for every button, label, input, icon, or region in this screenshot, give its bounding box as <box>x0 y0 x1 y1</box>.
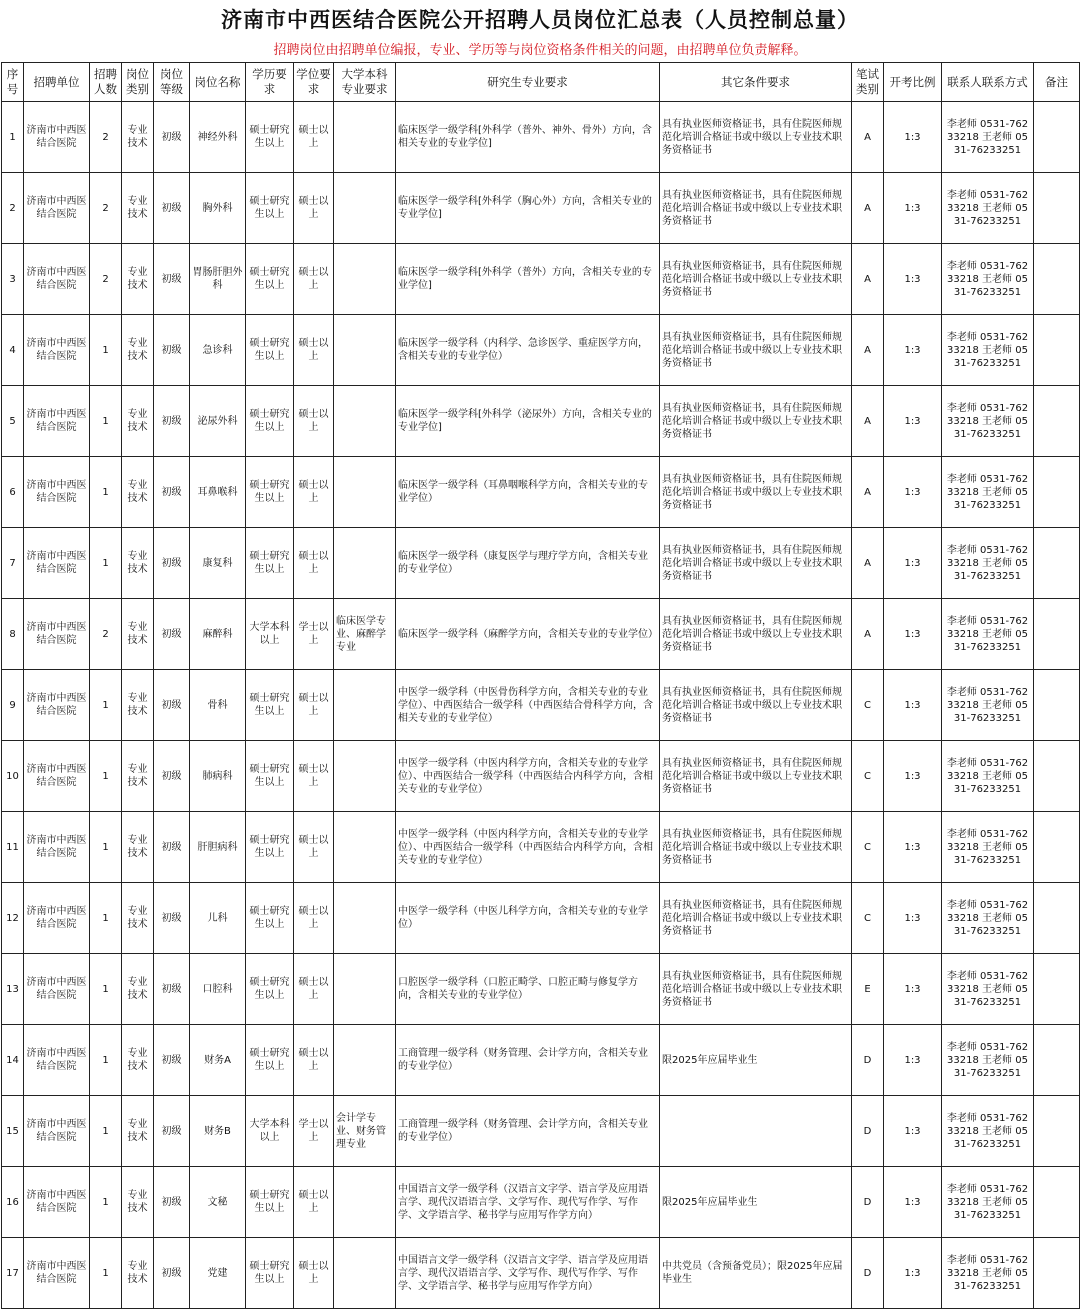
table-row <box>2 457 1080 528</box>
header-no: 序号 <box>2 63 24 102</box>
cell-education: 硕士研究生以上 <box>246 883 294 954</box>
cell-grad-major: 中医学一级学科（中医内科学方向，含相关专业的专业学位）、中西医结合一级学科（中西医结合内科学方向，含相关专业的专业学位） <box>396 741 660 812</box>
cell-degree: 硕士以上 <box>294 315 334 386</box>
cell-contact: 李老师 0531-76233218 王老师 0531-76233251 <box>942 457 1034 528</box>
header-ratio: 开考比例 <box>884 63 942 102</box>
cell-undergrad-major <box>334 741 396 812</box>
cell-degree: 硕士以上 <box>294 812 334 883</box>
table-row <box>2 599 1080 670</box>
cell-undergrad-major <box>334 883 396 954</box>
header-exam-type: 笔试类别 <box>852 63 884 102</box>
table-row <box>2 1167 1080 1238</box>
cell-post: 儿科 <box>190 883 246 954</box>
cell-exam-type: A <box>852 599 884 670</box>
cell-no: 6 <box>2 457 24 528</box>
cell-other-conditions: 具有执业医师资格证书，具有住院医师规范化培训合格证书或中级以上专业技术职务资格证书 <box>660 244 852 315</box>
cell-level: 初级 <box>154 315 190 386</box>
cell-exam-type: A <box>852 173 884 244</box>
cell-grad-major: 临床医学一级学科[外科学（胸心外）方向，含相关专业的专业学位] <box>396 173 660 244</box>
cell-degree: 硕士以上 <box>294 954 334 1025</box>
cell-other-conditions: 具有执业医师资格证书，具有住院医师规范化培训合格证书或中级以上专业技术职务资格证书 <box>660 741 852 812</box>
cell-ratio: 1:3 <box>884 812 942 883</box>
cell-degree: 硕士以上 <box>294 670 334 741</box>
cell-undergrad-major <box>334 244 396 315</box>
cell-degree: 硕士以上 <box>294 1238 334 1309</box>
cell-education: 大学本科以上 <box>246 599 294 670</box>
cell-category: 专业技术 <box>122 883 154 954</box>
cell-other-conditions: 具有执业医师资格证书，具有住院医师规范化培训合格证书或中级以上专业技术职务资格证书 <box>660 528 852 599</box>
header-contact: 联系人联系方式 <box>942 63 1034 102</box>
cell-unit: 济南市中西医结合医院 <box>24 812 90 883</box>
cell-post: 财务B <box>190 1096 246 1167</box>
cell-post: 康复科 <box>190 528 246 599</box>
cell-education: 硕士研究生以上 <box>246 1025 294 1096</box>
cell-count: 2 <box>90 244 122 315</box>
cell-exam-type: D <box>852 1238 884 1309</box>
cell-other-conditions: 具有执业医师资格证书，具有住院医师规范化培训合格证书或中级以上专业技术职务资格证书 <box>660 954 852 1025</box>
table-row <box>2 883 1080 954</box>
cell-grad-major: 临床医学一级学科[外科学（泌尿外）方向，含相关专业的专业学位] <box>396 386 660 457</box>
table-row <box>2 1238 1080 1309</box>
cell-category: 专业技术 <box>122 386 154 457</box>
cell-level: 初级 <box>154 1096 190 1167</box>
cell-count: 1 <box>90 315 122 386</box>
cell-unit: 济南市中西医结合医院 <box>24 315 90 386</box>
cell-contact: 李老师 0531-76233218 王老师 0531-76233251 <box>942 102 1034 173</box>
notice-text: 招聘岗位由招聘单位编报，专业、学历等与岗位资格条件相关的问题，由招聘单位负责解释。 <box>273 43 807 58</box>
cell-ratio: 1:3 <box>884 1025 942 1096</box>
cell-no: 2 <box>2 173 24 244</box>
page-title: 济南市中西医结合医院公开招聘人员岗位汇总表（人员控制总量） <box>221 8 859 32</box>
cell-other-conditions: 具有执业医师资格证书，具有住院医师规范化培训合格证书或中级以上专业技术职务资格证书 <box>660 670 852 741</box>
cell-count: 1 <box>90 812 122 883</box>
cell-count: 1 <box>90 883 122 954</box>
cell-unit: 济南市中西医结合医院 <box>24 954 90 1025</box>
cell-ratio: 1:3 <box>884 954 942 1025</box>
cell-undergrad-major <box>334 173 396 244</box>
cell-exam-type: A <box>852 315 884 386</box>
cell-no: 15 <box>2 1096 24 1167</box>
cell-undergrad-major <box>334 457 396 528</box>
cell-unit: 济南市中西医结合医院 <box>24 599 90 670</box>
cell-category: 专业技术 <box>122 1096 154 1167</box>
cell-post: 文秘 <box>190 1167 246 1238</box>
cell-contact: 李老师 0531-76233218 王老师 0531-76233251 <box>942 954 1034 1025</box>
cell-count: 1 <box>90 528 122 599</box>
cell-unit: 济南市中西医结合医院 <box>24 457 90 528</box>
cell-undergrad-major <box>334 670 396 741</box>
cell-unit: 济南市中西医结合医院 <box>24 386 90 457</box>
cell-remark <box>1034 1238 1080 1309</box>
cell-no: 8 <box>2 599 24 670</box>
cell-unit: 济南市中西医结合医院 <box>24 102 90 173</box>
cell-count: 2 <box>90 102 122 173</box>
cell-remark <box>1034 386 1080 457</box>
cell-category: 专业技术 <box>122 812 154 883</box>
cell-grad-major: 临床医学一级学科（耳鼻咽喉科学方向，含相关专业的专业学位） <box>396 457 660 528</box>
cell-contact: 李老师 0531-76233218 王老师 0531-76233251 <box>942 741 1034 812</box>
cell-category: 专业技术 <box>122 670 154 741</box>
cell-grad-major: 工商管理一级学科（财务管理、会计学方向，含相关专业的专业学位） <box>396 1025 660 1096</box>
cell-grad-major: 临床医学一级学科（内科学、急诊医学、重症医学方向，含相关专业的专业学位） <box>396 315 660 386</box>
cell-category: 专业技术 <box>122 599 154 670</box>
table-row <box>2 173 1080 244</box>
cell-grad-major: 中医学一级学科（中医儿科学方向，含相关专业的专业学位） <box>396 883 660 954</box>
cell-count: 1 <box>90 386 122 457</box>
cell-unit: 济南市中西医结合医院 <box>24 1167 90 1238</box>
recruitment-table <box>1 62 1080 1309</box>
cell-no: 4 <box>2 315 24 386</box>
cell-count: 1 <box>90 670 122 741</box>
cell-contact: 李老师 0531-76233218 王老师 0531-76233251 <box>942 1096 1034 1167</box>
cell-exam-type: A <box>852 386 884 457</box>
cell-ratio: 1:3 <box>884 528 942 599</box>
cell-ratio: 1:3 <box>884 1238 942 1309</box>
cell-grad-major: 中国语言文学一级学科（汉语言文字学、语言学及应用语言学、现代汉语语言学、文学写作、现代写作学、写作学、文学语言学、秘书学与应用写作学方向） <box>396 1167 660 1238</box>
cell-contact: 李老师 0531-76233218 王老师 0531-76233251 <box>942 812 1034 883</box>
cell-degree: 硕士以上 <box>294 1167 334 1238</box>
cell-unit: 济南市中西医结合医院 <box>24 883 90 954</box>
cell-level: 初级 <box>154 1238 190 1309</box>
cell-unit: 济南市中西医结合医院 <box>24 244 90 315</box>
cell-degree: 硕士以上 <box>294 173 334 244</box>
cell-post: 泌尿外科 <box>190 386 246 457</box>
cell-education: 硕士研究生以上 <box>246 457 294 528</box>
header-post: 岗位名称 <box>190 63 246 102</box>
cell-count: 1 <box>90 457 122 528</box>
cell-level: 初级 <box>154 102 190 173</box>
cell-contact: 李老师 0531-76233218 王老师 0531-76233251 <box>942 1025 1034 1096</box>
cell-remark <box>1034 954 1080 1025</box>
cell-other-conditions: 限2025年应届毕业生 <box>660 1025 852 1096</box>
cell-no: 3 <box>2 244 24 315</box>
cell-unit: 济南市中西医结合医院 <box>24 1025 90 1096</box>
cell-grad-major: 中国语言文学一级学科（汉语言文字学、语言学及应用语言学、现代汉语语言学、文学写作、现代写作学、写作学、文学语言学、秘书学与应用写作学方向） <box>396 1238 660 1309</box>
cell-count: 1 <box>90 1167 122 1238</box>
cell-level: 初级 <box>154 244 190 315</box>
cell-remark <box>1034 1167 1080 1238</box>
cell-contact: 李老师 0531-76233218 王老师 0531-76233251 <box>942 386 1034 457</box>
cell-exam-type: C <box>852 670 884 741</box>
cell-remark <box>1034 670 1080 741</box>
header-grad-major: 研究生专业要求 <box>396 63 660 102</box>
cell-undergrad-major <box>334 102 396 173</box>
table-row <box>2 741 1080 812</box>
cell-unit: 济南市中西医结合医院 <box>24 528 90 599</box>
cell-degree: 硕士以上 <box>294 386 334 457</box>
cell-no: 7 <box>2 528 24 599</box>
cell-remark <box>1034 1025 1080 1096</box>
table-body <box>2 102 1080 1309</box>
table-header <box>2 63 1080 102</box>
cell-category: 专业技术 <box>122 1238 154 1309</box>
cell-other-conditions: 具有执业医师资格证书，具有住院医师规范化培训合格证书或中级以上专业技术职务资格证书 <box>660 883 852 954</box>
cell-education: 硕士研究生以上 <box>246 741 294 812</box>
cell-degree: 硕士以上 <box>294 741 334 812</box>
cell-grad-major: 临床医学一级学科（麻醉学方向，含相关专业的专业学位） <box>396 599 660 670</box>
cell-degree: 学士以上 <box>294 599 334 670</box>
cell-no: 9 <box>2 670 24 741</box>
cell-category: 专业技术 <box>122 102 154 173</box>
cell-education: 硕士研究生以上 <box>246 954 294 1025</box>
cell-level: 初级 <box>154 386 190 457</box>
cell-grad-major: 工商管理一级学科（财务管理、会计学方向，含相关专业的专业学位） <box>396 1096 660 1167</box>
cell-other-conditions: 具有执业医师资格证书，具有住院医师规范化培训合格证书或中级以上专业技术职务资格证书 <box>660 386 852 457</box>
cell-other-conditions: 具有执业医师资格证书，具有住院医师规范化培训合格证书或中级以上专业技术职务资格证书 <box>660 599 852 670</box>
cell-education: 硕士研究生以上 <box>246 244 294 315</box>
cell-grad-major: 口腔医学一级学科（口腔正畸学、口腔正畸与修复学方向，含相关专业的专业学位） <box>396 954 660 1025</box>
cell-grad-major: 临床医学一级学科（康复医学与理疗学方向，含相关专业的专业学位） <box>396 528 660 599</box>
cell-ratio: 1:3 <box>884 670 942 741</box>
cell-remark <box>1034 883 1080 954</box>
cell-degree: 学士以上 <box>294 1096 334 1167</box>
cell-degree: 硕士以上 <box>294 1025 334 1096</box>
table-row <box>2 102 1080 173</box>
cell-level: 初级 <box>154 883 190 954</box>
cell-count: 2 <box>90 599 122 670</box>
cell-level: 初级 <box>154 741 190 812</box>
cell-exam-type: E <box>852 954 884 1025</box>
cell-ratio: 1:3 <box>884 883 942 954</box>
cell-no: 11 <box>2 812 24 883</box>
cell-undergrad-major <box>334 1025 396 1096</box>
cell-degree: 硕士以上 <box>294 102 334 173</box>
cell-other-conditions <box>660 1096 852 1167</box>
cell-undergrad-major <box>334 315 396 386</box>
cell-level: 初级 <box>154 599 190 670</box>
cell-contact: 李老师 0531-76233218 王老师 0531-76233251 <box>942 244 1034 315</box>
header-category: 岗位类别 <box>122 63 154 102</box>
cell-level: 初级 <box>154 1167 190 1238</box>
cell-undergrad-major <box>334 954 396 1025</box>
cell-category: 专业技术 <box>122 741 154 812</box>
cell-remark <box>1034 741 1080 812</box>
table-row <box>2 315 1080 386</box>
cell-grad-major: 中医学一级学科（中医骨伤科学方向，含相关专业的专业学位）、中西医结合一级学科（中西医结合骨科学方向，含相关专业的专业学位） <box>396 670 660 741</box>
cell-other-conditions: 具有执业医师资格证书，具有住院医师规范化培训合格证书或中级以上专业技术职务资格证书 <box>660 315 852 386</box>
cell-education: 硕士研究生以上 <box>246 1167 294 1238</box>
cell-remark <box>1034 1096 1080 1167</box>
cell-level: 初级 <box>154 1025 190 1096</box>
table-row <box>2 812 1080 883</box>
cell-other-conditions: 具有执业医师资格证书，具有住院医师规范化培训合格证书或中级以上专业技术职务资格证书 <box>660 812 852 883</box>
cell-category: 专业技术 <box>122 528 154 599</box>
cell-exam-type: C <box>852 741 884 812</box>
cell-other-conditions: 限2025年应届毕业生 <box>660 1167 852 1238</box>
cell-ratio: 1:3 <box>884 1167 942 1238</box>
cell-degree: 硕士以上 <box>294 244 334 315</box>
cell-contact: 李老师 0531-76233218 王老师 0531-76233251 <box>942 599 1034 670</box>
cell-remark <box>1034 599 1080 670</box>
table-row <box>2 670 1080 741</box>
cell-other-conditions: 具有执业医师资格证书，具有住院医师规范化培训合格证书或中级以上专业技术职务资格证书 <box>660 102 852 173</box>
cell-count: 1 <box>90 954 122 1025</box>
cell-remark <box>1034 173 1080 244</box>
table-row <box>2 386 1080 457</box>
cell-category: 专业技术 <box>122 954 154 1025</box>
cell-post: 口腔科 <box>190 954 246 1025</box>
cell-no: 1 <box>2 102 24 173</box>
header-other-conditions: 其它条件要求 <box>660 63 852 102</box>
cell-remark <box>1034 244 1080 315</box>
cell-exam-type: A <box>852 528 884 599</box>
cell-count: 1 <box>90 1096 122 1167</box>
cell-level: 初级 <box>154 173 190 244</box>
cell-ratio: 1:3 <box>884 457 942 528</box>
cell-post: 胃肠肝胆外科 <box>190 244 246 315</box>
header-unit: 招聘单位 <box>24 63 90 102</box>
cell-grad-major: 临床医学一级学科[外科学（普外、神外、骨外）方向，含相关专业的专业学位] <box>396 102 660 173</box>
cell-grad-major: 中医学一级学科（中医内科学方向，含相关专业的专业学位）、中西医结合一级学科（中西医结合内科学方向，含相关专业的专业学位） <box>396 812 660 883</box>
header-row <box>2 63 1080 102</box>
table-row <box>2 954 1080 1025</box>
cell-category: 专业技术 <box>122 173 154 244</box>
cell-undergrad-major <box>334 812 396 883</box>
cell-post: 胸外科 <box>190 173 246 244</box>
cell-undergrad-major: 临床医学专业、麻醉学专业 <box>334 599 396 670</box>
cell-post: 肝胆病科 <box>190 812 246 883</box>
cell-grad-major: 临床医学一级学科[外科学（普外）方向，含相关专业的专业学位] <box>396 244 660 315</box>
cell-exam-type: D <box>852 1096 884 1167</box>
cell-category: 专业技术 <box>122 1167 154 1238</box>
cell-undergrad-major <box>334 528 396 599</box>
cell-no: 10 <box>2 741 24 812</box>
cell-category: 专业技术 <box>122 457 154 528</box>
cell-exam-type: D <box>852 1167 884 1238</box>
cell-unit: 济南市中西医结合医院 <box>24 1238 90 1309</box>
cell-count: 2 <box>90 173 122 244</box>
cell-level: 初级 <box>154 457 190 528</box>
cell-contact: 李老师 0531-76233218 王老师 0531-76233251 <box>942 1238 1034 1309</box>
table-row <box>2 528 1080 599</box>
cell-no: 13 <box>2 954 24 1025</box>
cell-category: 专业技术 <box>122 244 154 315</box>
cell-exam-type: A <box>852 244 884 315</box>
cell-unit: 济南市中西医结合医院 <box>24 1096 90 1167</box>
header-undergrad-major: 大学本科专业要求 <box>334 63 396 102</box>
cell-undergrad-major: 会计学专业、财务管理专业 <box>334 1096 396 1167</box>
cell-ratio: 1:3 <box>884 741 942 812</box>
cell-other-conditions: 中共党员（含预备党员）；限2025年应届毕业生 <box>660 1238 852 1309</box>
cell-level: 初级 <box>154 954 190 1025</box>
cell-post: 骨科 <box>190 670 246 741</box>
cell-level: 初级 <box>154 670 190 741</box>
cell-degree: 硕士以上 <box>294 883 334 954</box>
cell-exam-type: A <box>852 102 884 173</box>
cell-count: 1 <box>90 1025 122 1096</box>
cell-post: 麻醉科 <box>190 599 246 670</box>
cell-no: 14 <box>2 1025 24 1096</box>
cell-remark <box>1034 102 1080 173</box>
cell-education: 硕士研究生以上 <box>246 173 294 244</box>
cell-post: 财务A <box>190 1025 246 1096</box>
cell-education: 硕士研究生以上 <box>246 812 294 883</box>
cell-degree: 硕士以上 <box>294 457 334 528</box>
cell-no: 17 <box>2 1238 24 1309</box>
cell-ratio: 1:3 <box>884 599 942 670</box>
cell-education: 硕士研究生以上 <box>246 528 294 599</box>
cell-count: 1 <box>90 741 122 812</box>
cell-other-conditions: 具有执业医师资格证书，具有住院医师规范化培训合格证书或中级以上专业技术职务资格证书 <box>660 173 852 244</box>
cell-exam-type: C <box>852 812 884 883</box>
cell-ratio: 1:3 <box>884 102 942 173</box>
cell-education: 硕士研究生以上 <box>246 315 294 386</box>
cell-ratio: 1:3 <box>884 386 942 457</box>
cell-post: 神经外科 <box>190 102 246 173</box>
cell-unit: 济南市中西医结合医院 <box>24 741 90 812</box>
cell-education: 硕士研究生以上 <box>246 102 294 173</box>
cell-degree: 硕士以上 <box>294 528 334 599</box>
cell-remark <box>1034 528 1080 599</box>
cell-exam-type: A <box>852 457 884 528</box>
header-education: 学历要求 <box>246 63 294 102</box>
cell-education: 大学本科以上 <box>246 1096 294 1167</box>
cell-post: 肺病科 <box>190 741 246 812</box>
header-degree: 学位要求 <box>294 63 334 102</box>
header-remark: 备注 <box>1034 63 1080 102</box>
cell-post: 耳鼻喉科 <box>190 457 246 528</box>
table-row <box>2 1096 1080 1167</box>
cell-other-conditions: 具有执业医师资格证书，具有住院医师规范化培训合格证书或中级以上专业技术职务资格证书 <box>660 457 852 528</box>
cell-category: 专业技术 <box>122 315 154 386</box>
cell-contact: 李老师 0531-76233218 王老师 0531-76233251 <box>942 315 1034 386</box>
cell-category: 专业技术 <box>122 1025 154 1096</box>
cell-post: 党建 <box>190 1238 246 1309</box>
cell-unit: 济南市中西医结合医院 <box>24 670 90 741</box>
cell-education: 硕士研究生以上 <box>246 670 294 741</box>
cell-level: 初级 <box>154 812 190 883</box>
cell-unit: 济南市中西医结合医院 <box>24 173 90 244</box>
cell-contact: 李老师 0531-76233218 王老师 0531-76233251 <box>942 173 1034 244</box>
table-row <box>2 1025 1080 1096</box>
cell-undergrad-major <box>334 1238 396 1309</box>
cell-contact: 李老师 0531-76233218 王老师 0531-76233251 <box>942 1167 1034 1238</box>
cell-remark <box>1034 812 1080 883</box>
cell-undergrad-major <box>334 386 396 457</box>
cell-education: 硕士研究生以上 <box>246 386 294 457</box>
cell-exam-type: D <box>852 1025 884 1096</box>
cell-no: 12 <box>2 883 24 954</box>
cell-remark <box>1034 457 1080 528</box>
table-row <box>2 244 1080 315</box>
cell-ratio: 1:3 <box>884 1096 942 1167</box>
cell-level: 初级 <box>154 528 190 599</box>
cell-ratio: 1:3 <box>884 244 942 315</box>
header-level: 岗位等级 <box>154 63 190 102</box>
cell-undergrad-major <box>334 1167 396 1238</box>
cell-post: 急诊科 <box>190 315 246 386</box>
cell-no: 16 <box>2 1167 24 1238</box>
cell-contact: 李老师 0531-76233218 王老师 0531-76233251 <box>942 670 1034 741</box>
cell-contact: 李老师 0531-76233218 王老师 0531-76233251 <box>942 883 1034 954</box>
cell-no: 5 <box>2 386 24 457</box>
cell-education: 硕士研究生以上 <box>246 1238 294 1309</box>
cell-contact: 李老师 0531-76233218 王老师 0531-76233251 <box>942 528 1034 599</box>
cell-exam-type: C <box>852 883 884 954</box>
cell-count: 1 <box>90 1238 122 1309</box>
cell-ratio: 1:3 <box>884 315 942 386</box>
cell-remark <box>1034 315 1080 386</box>
cell-ratio: 1:3 <box>884 173 942 244</box>
header-count: 招聘人数 <box>90 63 122 102</box>
